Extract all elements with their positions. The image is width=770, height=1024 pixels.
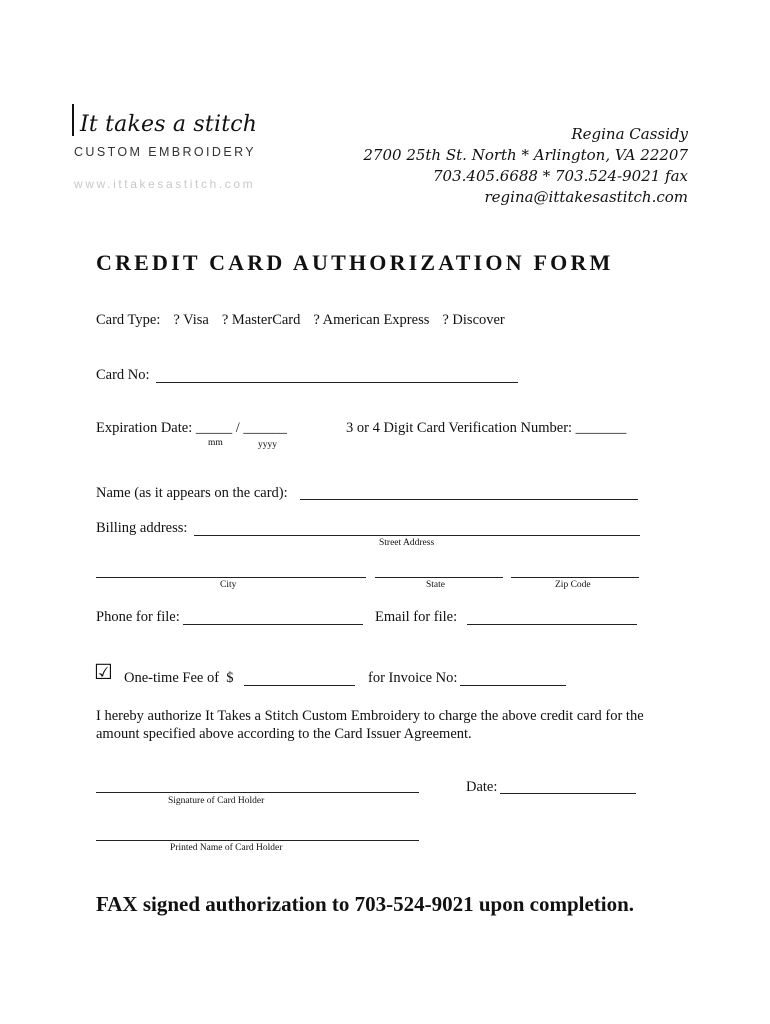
contact-email: regina@ittakesastitch.com bbox=[484, 188, 688, 206]
contact-name: Regina Cassidy bbox=[571, 125, 688, 143]
logo-subtitle: CUSTOM EMBROIDERY bbox=[74, 145, 257, 159]
contact-phones: 703.405.6688 * 703.524-9021 fax bbox=[433, 167, 688, 185]
authorization-text: I hereby authorize It Takes a Stitch Custom Embroidery to charge the above credit card for the amount specified above according to the Card Issuer Agreement. bbox=[96, 708, 644, 742]
card-type-row bbox=[96, 312, 505, 329]
date-label: Date: bbox=[466, 779, 498, 795]
card-no-label: Card No: bbox=[96, 367, 150, 383]
name-field[interactable] bbox=[300, 499, 638, 500]
zip-field[interactable] bbox=[511, 577, 639, 578]
invoice-label: for Invoice No: bbox=[368, 670, 458, 686]
name-label: Name (as it appears on the card): bbox=[96, 485, 288, 501]
card-type-discover[interactable]: ? Discover bbox=[442, 312, 505, 328]
fax-note: FAX signed authorization to 703-524-9021 upon completion. bbox=[96, 892, 635, 916]
logo-script: It takes a stitch bbox=[80, 112, 258, 137]
street-caption: Street Address bbox=[379, 538, 435, 548]
city-field[interactable] bbox=[96, 577, 366, 578]
contact-address: 2700 25th St. North * Arlington, VA 22207 bbox=[363, 146, 688, 164]
expiration-label[interactable]: Expiration Date: _____ / ______ bbox=[96, 420, 287, 436]
date-field[interactable] bbox=[500, 793, 636, 794]
website-watermark: www.ittakesastitch.com bbox=[74, 177, 256, 191]
fee-label: One-time Fee of $ bbox=[124, 670, 234, 686]
logo-bar bbox=[72, 104, 74, 136]
phone-field[interactable] bbox=[183, 624, 363, 625]
fee-amount-field[interactable] bbox=[244, 685, 355, 686]
phone-label: Phone for file: bbox=[96, 609, 180, 625]
printed-name-field[interactable] bbox=[96, 840, 419, 841]
invoice-field[interactable] bbox=[460, 685, 566, 686]
form-title: CREDIT CARD AUTHORIZATION FORM bbox=[96, 250, 614, 275]
signature-caption: Signature of Card Holder bbox=[168, 796, 265, 806]
email-label: Email for file: bbox=[375, 609, 458, 625]
signature-field[interactable] bbox=[96, 792, 419, 793]
printed-name-caption: Printed Name of Card Holder bbox=[170, 843, 283, 853]
exp-mm-caption: mm bbox=[208, 438, 223, 448]
email-field[interactable] bbox=[467, 624, 637, 625]
card-type-label: Card Type: bbox=[96, 312, 161, 328]
card-type-visa[interactable]: ? Visa bbox=[173, 312, 209, 328]
billing-label: Billing address: bbox=[96, 520, 188, 536]
cvv-label[interactable]: 3 or 4 Digit Card Verification Number: _______ bbox=[346, 420, 627, 436]
card-type-amex[interactable]: ? American Express bbox=[313, 312, 430, 328]
exp-yyyy-caption: yyyy bbox=[258, 440, 277, 450]
city-caption: City bbox=[220, 580, 237, 590]
fee-checkbox[interactable]: ☑ bbox=[94, 660, 113, 684]
zip-caption: Zip Code bbox=[555, 580, 591, 590]
state-field[interactable] bbox=[375, 577, 503, 578]
state-caption: State bbox=[426, 580, 445, 590]
street-field[interactable] bbox=[194, 535, 640, 536]
card-no-field[interactable] bbox=[156, 382, 518, 383]
card-type-mastercard[interactable]: ? MasterCard bbox=[221, 312, 301, 328]
